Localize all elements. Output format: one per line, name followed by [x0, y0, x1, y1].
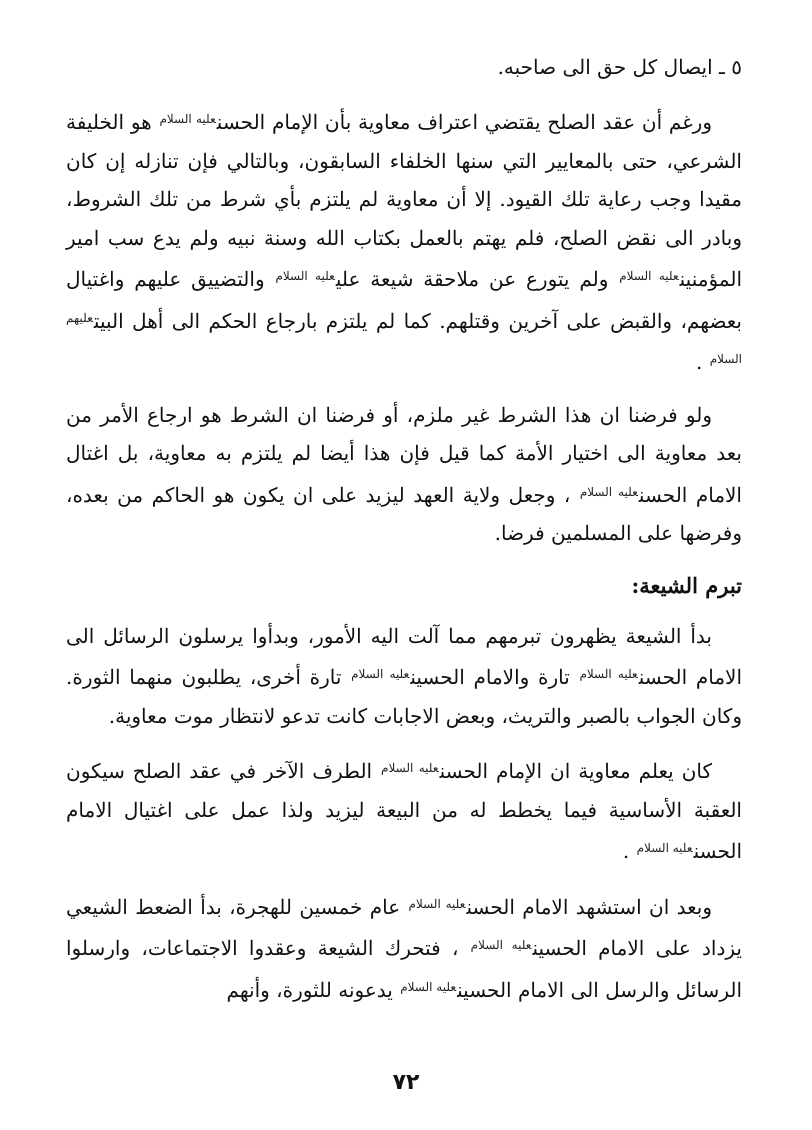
paragraph-2 — [66, 396, 742, 553]
paragraph-5 — [66, 885, 742, 1010]
paragraph-3-text-2: تارة والامام الحسين — [410, 665, 579, 689]
honorific-mark: عليه السلام — [579, 667, 638, 681]
honorific-mark: عليه السلام — [159, 112, 216, 126]
paragraph-4-text-3: . — [622, 839, 636, 863]
paragraph-2-text-1: ولو فرضنا ان هذا الشرط غير ملزم، أو فرضنا ان الشرط هو ارجاع الأمر من بعد معاوية الى اختيار الأمة كما قيل فإن هذا أيضا لم يلتزم به معاوية، بل اغتال الامام الحسن — [66, 402, 742, 507]
honorific-mark: عليه السلام — [619, 269, 679, 283]
section-heading: تبرم الشيعة: — [631, 572, 742, 598]
honorific-mark: عليه السلام — [579, 484, 638, 499]
paragraph-1 — [66, 100, 742, 382]
paragraph-1-text-5: . — [695, 350, 709, 374]
paragraph-5-text-4: يدعونه للثورة، وأنهم — [226, 977, 400, 1002]
paragraph-5-text-3: ، فتحرك الشيعة وعقدوا الاجتماعات، وارسلوا الرسائل والرسل الى الامام الحسين — [66, 936, 742, 1002]
paragraph-4 — [66, 749, 742, 871]
honorific-mark: عليه السلام — [636, 841, 693, 855]
paragraph-5-text-2: عام خمسين للهجرة، بدأ الضعط الشيعي يزداد على الامام الحسين — [66, 894, 742, 960]
paragraph-1-text-4: والتضييق عليهم واغتيال بعضهم، والقبض على آخرين وقتلهم. كما لم يلتزم بارجاع الحكم الى أهل البيت — [66, 267, 742, 333]
paragraph-2-text-2: ، وجعل ولاية العهد ليزيد على ان يكون هو الحاكم من بعده، وفرضها على المسلمين فرضا. — [66, 482, 742, 545]
paragraph-3-text-3: تارة أخرى، يطلبون منهما الثورة. وكان الجواب بالصبر والتريث، وبعض الاجابات كانت تدعو لانتظار موت معاوية. — [66, 665, 742, 728]
honorific-mark: عليه السلام — [400, 979, 457, 994]
honorific-mark: عليه السلام — [275, 269, 335, 283]
paragraph-1-text-1: ورغم أن عقد الصلح يقتضي اعتراف معاوية بأن الإمام الحسن — [216, 110, 712, 134]
honorific-mark: عليه السلام — [470, 938, 532, 952]
paragraph-1-text-3: ولم يتورع عن ملاحقة شيعة علي — [335, 267, 619, 291]
page-number: ٧٢ — [392, 1070, 420, 1095]
honorific-mark: عليه السلام — [381, 761, 439, 775]
paragraph-5-text-1: وبعد ان استشهد الامام الحسن — [466, 894, 712, 919]
honorific-mark: عليهم السلام — [66, 310, 742, 366]
page-body — [66, 48, 742, 1023]
list-item-5-text: ٥ ـ ايصال كل حق الى صاحبه. — [497, 55, 742, 79]
paragraph-1-text-2: هو الخليفة الشرعي، حتى بالمعايير التي سنها الخلفاء السابقون، وبالتالي فإن تنازله إن كان مقيدا وجب رعاية تلك القيود. إلا أن معاوية لم يلتزم بأي شرط من تلك الشروط، وبادر الى نقض الصلح، فلم يهتم بالعمل بكتاب الله وسنة نبيه ولم يدع سب امير المؤمنين — [66, 110, 743, 291]
list-item-5 — [66, 48, 742, 86]
paragraph-3 — [66, 617, 742, 736]
paragraph-4-text-2: الطرف الآخر في عقد الصلح سيكون العقبة الأساسية فيما يخطط له من البيعة ليزيد ولذا عمل على اغتيال الامام الحسن — [66, 759, 742, 863]
paragraph-4-text-1: كان يعلم معاوية ان الإمام الحسن — [439, 759, 712, 783]
honorific-mark: عليه السلام — [351, 667, 410, 681]
honorific-mark: عليه السلام — [408, 896, 466, 911]
paragraph-3-text-1: بدأ الشيعة يظهرون تبرمهم مما آلت اليه الأمور، وبدأوا يرسلون الرسائل الى الامام الحسن — [66, 623, 742, 689]
